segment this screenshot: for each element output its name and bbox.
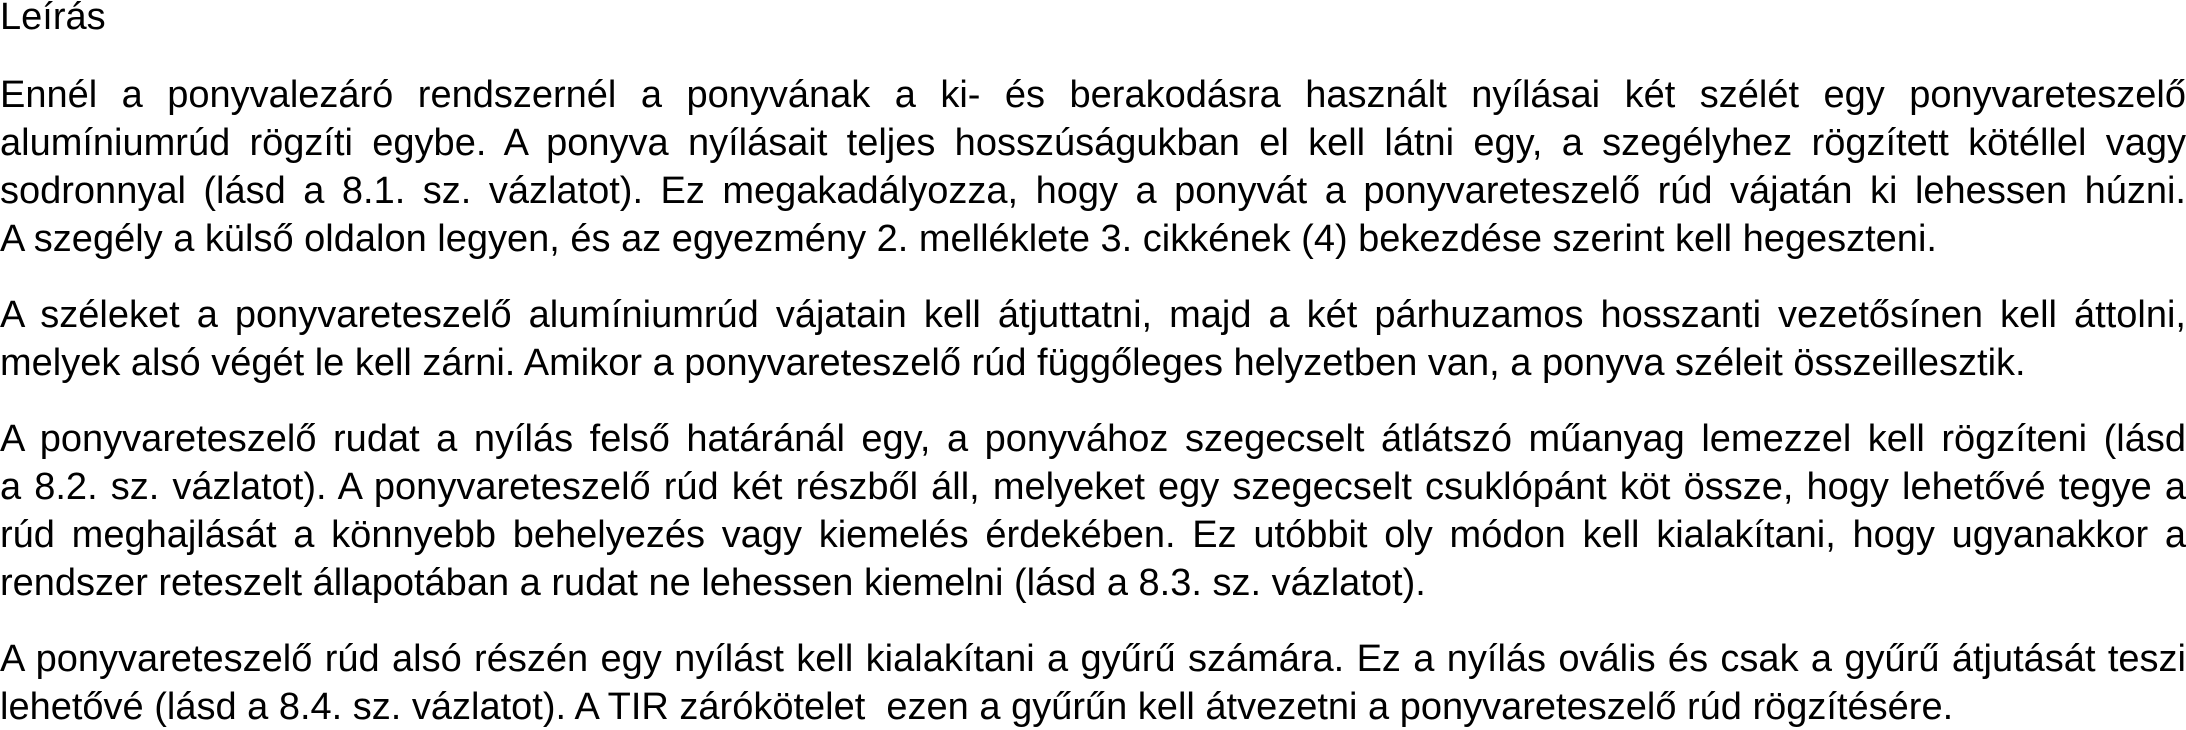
text-line: Ennél a ponyvalezáró rendszernél a ponyvának a ki- és berakodásra használt nyílásai két szélét egy ponyvareteszelő	[0, 74, 2186, 116]
text-line: rúd meghajlását a könnyebb behelyezés vagy kiemelés érdekében. Ez utóbbit oly módon kell kialakítani, hogy ugyanakkor a	[0, 514, 2186, 556]
text-line: lehetővé (lásd a 8.4. sz. vázlatot). A TIR zárókötelet ezen a gyűrűn kell átvezetni a ponyvareteszelő rúd rögzítésére.	[0, 686, 1954, 728]
text-line: A ponyvareteszelő rúd alsó részén egy nyílást kell kialakítani a gyűrű számára. Ez a nyílás ovális és csak a gyűrű átjutását teszi	[0, 638, 2186, 680]
text-line: melyek alsó végét le kell zárni. Amikor a ponyvareteszelő rúd függőleges helyzetben van, a ponyva széleit összeillesztik.	[0, 342, 2026, 384]
text-line: A szegély a külső oldalon legyen, és az egyezmény 2. melléklete 3. cikkének (4) bekezdése szerint kell hegeszteni.	[0, 218, 1937, 260]
text-line: A széleket a ponyvareteszelő alumíniumrúd vájatain kell átjuttatni, majd a két párhuzamos hosszanti vezetősínen kell áttolni,	[0, 294, 2186, 336]
paragraph-3	[0, 415, 2186, 607]
paragraph-2	[0, 291, 2186, 387]
text-line: a 8.2. sz. vázlatot). A ponyvareteszelő rúd két részből áll, melyeket egy szegecselt csuklópánt köt össze, hogy lehetővé tegye a	[0, 466, 2186, 508]
text-line: rendszer reteszelt állapotában a rudat ne lehessen kiemelni (lásd a 8.3. sz. vázlatot).	[0, 562, 1426, 604]
document-title: Leírás	[0, 0, 106, 38]
paragraph-4	[0, 635, 2186, 730]
text-line: A ponyvareteszelő rudat a nyílás felső határánál egy, a ponyvához szegecselt átlátszó műanyag lemezzel kell rögzíteni (lásd	[0, 418, 2186, 460]
text-line: alumíniumrúd rögzíti egybe. A ponyva nyílásait teljes hosszúságukban el kell látni egy, a szegélyhez rögzített kötéllel vagy	[0, 122, 2186, 164]
paragraph-1	[0, 71, 2186, 263]
text-line: sodronnyal (lásd a 8.1. sz. vázlatot). Ez megakadályozza, hogy a ponyvát a ponyvareteszelő rúd vájatán ki lehessen húzni.	[0, 170, 2186, 212]
